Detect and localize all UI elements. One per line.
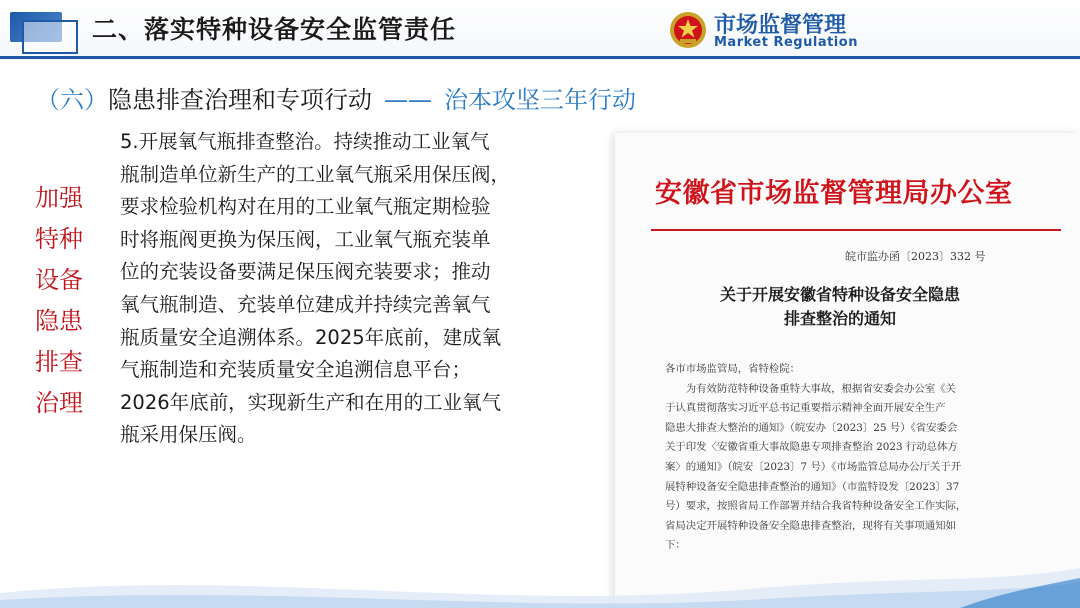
body-paragraph: [120, 126, 590, 452]
header-divider: [0, 56, 1080, 59]
document-title-line: 排查整治的通知: [783, 309, 896, 328]
bottom-wave-decor: [0, 538, 1080, 608]
body-line: 要求检验机构对在用的工业氧气瓶定期检验: [120, 195, 491, 219]
document-body-line: 为有效防范特种设备重特大事故，根据省安委会办公室《关: [665, 382, 956, 395]
document-body-line: 各市市场监管局，省特检院：: [665, 363, 801, 375]
document-body-line: 下：: [665, 539, 686, 552]
document-body-line: 于认真贯彻落实习近平总书记重要指示精神全面开展安全生产: [665, 402, 946, 415]
body-line: 氧气瓶制造、充装单位建成并持续完善氧气: [120, 292, 491, 316]
subtitle-tail: 治本攻坚三年行动: [444, 86, 636, 114]
side-label-line: 加强: [35, 184, 83, 212]
side-label-line: 治理: [35, 389, 83, 417]
subtitle-main: 隐患排查治理和专项行动: [108, 86, 372, 114]
body-line: 5.开展氧气瓶排查整治。持续推动工业氧气: [120, 130, 490, 153]
document-body-line: 省局决定开展特种设备安全隐患排查整治，现将有关事项通知如: [665, 519, 956, 532]
logo-text-en: Market Regulation: [714, 35, 858, 50]
side-label: [26, 178, 92, 424]
document-body-line: 号）要求，按照省局工作部署并结合我省特种设备安全工作实际，: [665, 500, 967, 513]
body-line: 2026年底前，实现新生产和在用的工业氧气: [120, 390, 502, 414]
document-number: 皖市监办函〔2023〕332 号: [845, 250, 986, 263]
side-label-line: 特种: [35, 225, 83, 253]
body-line: 时将瓶阀更换为保压阀，工业氧气瓶充装单: [120, 227, 491, 251]
body-line: 瓶制造单位新生产的工业氧气瓶采用保压阀，: [120, 162, 511, 186]
header-decor-frame: [22, 20, 78, 54]
document-body-line: 案〉的通知》（皖安〔2023〕7 号）《市场监管总局办公厅关于开: [665, 460, 962, 473]
body-line: 瓶质量安全追溯体系。2025年底前，建成氧: [120, 325, 502, 349]
side-label-line: 设备: [35, 266, 83, 294]
logo-text-cn: 市场监督管理: [714, 13, 847, 38]
emblem-icon: [668, 10, 708, 50]
body-line: 气瓶制造和充装质量安全追溯信息平台；: [120, 358, 472, 382]
document-issuer: 安徽省市场监督管理局办公室: [655, 178, 1013, 209]
side-label-line: 隐患: [35, 307, 83, 335]
official-document-image: [615, 133, 1080, 608]
subtitle-paren-close: ）: [84, 86, 108, 114]
subsection-heading: [36, 80, 636, 115]
section-title: 二、落实特种设备安全监管责任: [92, 15, 457, 44]
subtitle-dash: ——: [384, 86, 432, 114]
document-title-line: 关于开展安徽省特种设备安全隐患: [719, 285, 960, 304]
document-body-line: 展特种设备安全隐患排查整治的通知》（市监特设发〔2023〕37: [665, 480, 960, 493]
subtitle-paren-open: （: [36, 86, 60, 114]
body-line: 瓶采用保压阀。: [120, 423, 257, 447]
body-line: 位的充装设备要满足保压阀充装要求；推动: [120, 260, 491, 284]
subtitle-number: 六: [60, 86, 84, 114]
document-body-line: 隐患大排查大整治的通知》（皖安办〔2023〕25 号）《省安委会: [665, 421, 958, 434]
document-body: [665, 360, 1065, 556]
document-red-rule: [651, 229, 1061, 231]
document-body-line: 关于印发〈安徽省重大事故隐患专项排查整治 2023 行动总体方: [665, 441, 958, 454]
side-label-line: 排查: [35, 348, 83, 376]
document-title: [675, 283, 1005, 331]
